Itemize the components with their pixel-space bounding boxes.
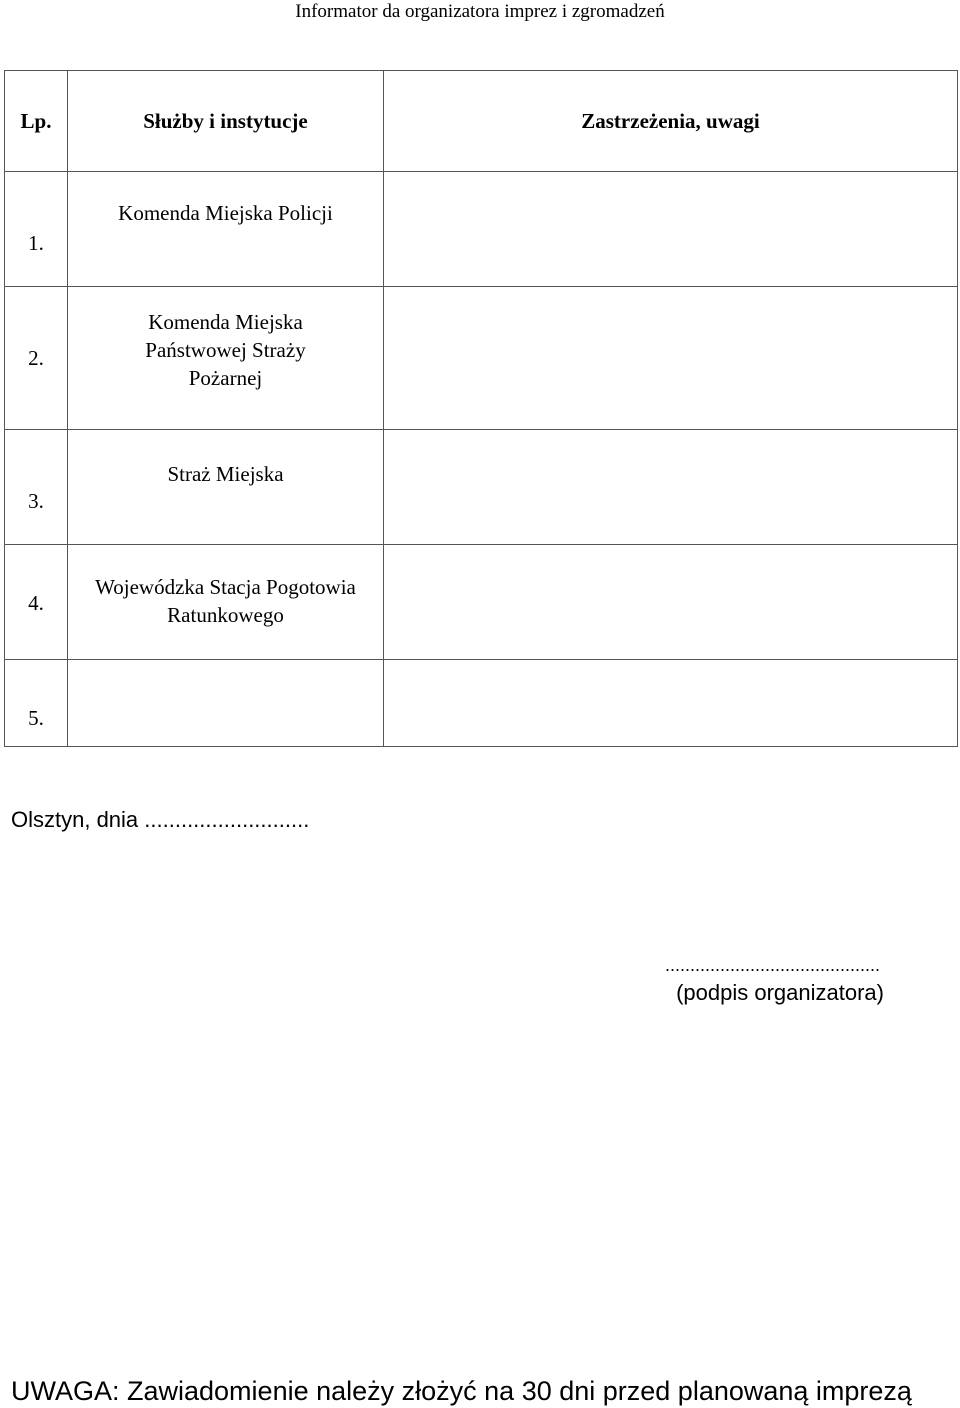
place-date: Olsztyn, dnia ........................... bbox=[11, 807, 310, 832]
table-row bbox=[5, 430, 958, 545]
notice: UWAGA: Zawiadomienie należy złożyć na 30 dni przed planowaną imprezą bbox=[11, 1376, 912, 1406]
row-number: 5. bbox=[28, 706, 44, 730]
column-header-services: Służby i instytucje bbox=[68, 71, 384, 172]
signature-caption: (podpis organizatora) bbox=[676, 980, 884, 1005]
row-service-name: Komenda Miejska Państwowej Straży Pożarnej bbox=[145, 310, 306, 390]
signature-block bbox=[640, 952, 910, 1006]
row-remarks-cell bbox=[384, 287, 958, 430]
table-row bbox=[5, 545, 958, 660]
row-number: 3. bbox=[28, 489, 44, 513]
signature-line: ........................................... bbox=[664, 955, 880, 975]
table-header-row bbox=[5, 71, 958, 172]
row-service-name: Straż Miejska bbox=[167, 462, 284, 486]
column-header-remarks: Zastrzeżenia, uwagi bbox=[384, 71, 958, 172]
page-header: Informator da organizatora imprez i zgromadzeń bbox=[295, 1, 665, 22]
row-number: 1. bbox=[28, 231, 44, 255]
table-row bbox=[5, 287, 958, 430]
services-table bbox=[4, 70, 958, 747]
column-header-lp: Lp. bbox=[5, 71, 68, 172]
row-number: 2. bbox=[28, 346, 44, 370]
row-service-name: Komenda Miejska Policji bbox=[118, 201, 333, 225]
table-row bbox=[5, 172, 958, 287]
row-remarks-cell bbox=[384, 172, 958, 287]
row-remarks-cell bbox=[384, 430, 958, 545]
row-remarks-cell bbox=[384, 545, 958, 660]
row-remarks-cell bbox=[384, 660, 958, 747]
row-service-name: Wojewódzka Stacja Pogotowia Ratunkowego bbox=[95, 575, 356, 627]
row-number: 4. bbox=[28, 591, 44, 615]
table-row bbox=[5, 660, 958, 747]
